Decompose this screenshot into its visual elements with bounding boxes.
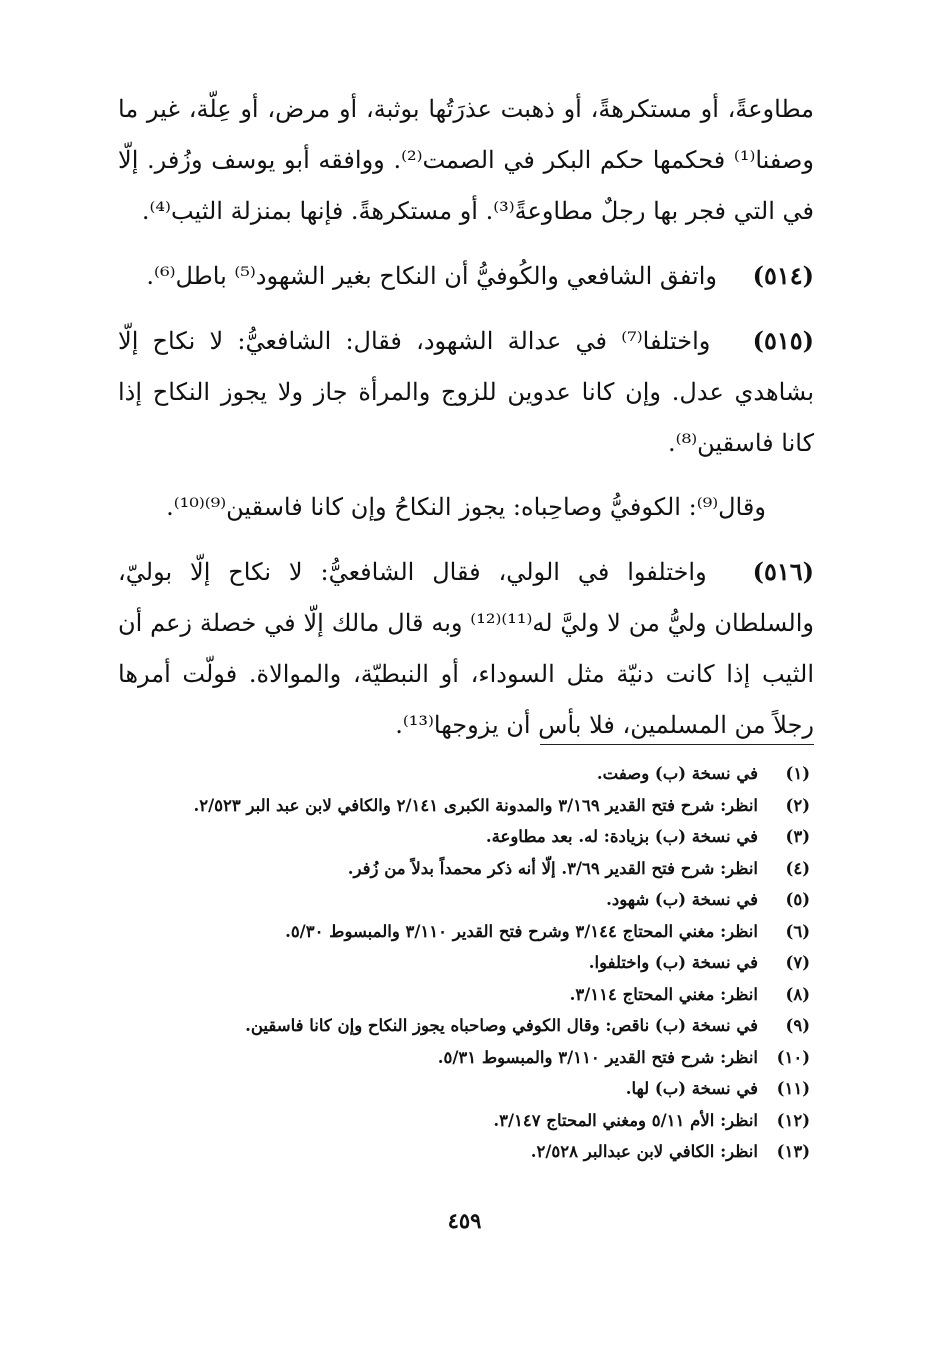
paragraph-514 — [118, 250, 814, 302]
footnote-text: انظر: مغني المحتاج ٣/١٤٤ وشرح فتح القدير ٣/١١٠ والمبسوط ٥/٣٠. — [285, 921, 758, 941]
paragraph-kufi-opinion: وقال⁽⁹⁾: الكوفيُّ وصاحِباه: يجوز النكاحُ وإن كانا فاسقين⁽⁹⁾⁽¹⁰⁾. — [166, 493, 766, 521]
footnote-number: (١٣) — [776, 1142, 810, 1161]
footnote-text: انظر: شرح فتح القدير ٣/١٦٩ والمدونة الكبرى ٢/١٤١ والكافي لابن عبد البر ٢/٥٢٣. — [193, 795, 758, 815]
paragraph-text-516: واختلفوا في الولي، فقال الشافعيُّ: لا نكاح إلّا بوليّ، والسلطان وليُّ من لا وليَّ له⁽¹¹⁾⁽¹²⁾ وبه قال مالك إلّا في خصلة زعم أن الثيب إذا كانت دنيّة مثل السوداء، أو النبطيّة، والموالاة. فولّت أمرها رجلاً من المسلمين، فلا بأس أن يزوجها⁽¹³⁾. — [118, 558, 815, 739]
footnote-number: (٩) — [785, 1016, 810, 1035]
footnote-item — [118, 884, 810, 916]
footnote-text: في نسخة (ب) شهود. — [606, 890, 758, 909]
footnote-text: انظر: شرح فتح القدير ٣/١١٠ والمبسوط ٥/٣١. — [437, 1047, 758, 1067]
footnote-text: انظر: مغني المحتاج ٣/١١٤. — [569, 984, 758, 1004]
footnote-item — [118, 916, 810, 948]
footnote-item — [118, 758, 810, 790]
footnote-item — [118, 1010, 810, 1042]
footnote-text: انظر: الأم ٥/١١ ومغني المحتاج ٣/١٤٧. — [493, 1110, 758, 1130]
paragraph-number-516: (٥١٦) — [752, 557, 814, 586]
footnote-item — [118, 853, 810, 885]
footnote-text: في نسخة (ب) ناقص: وقال الكوفي وصاحباه يجوز النكاح وإن كانا فاسقين. — [245, 1016, 758, 1035]
footnote-text: في نسخة (ب) وصفت. — [596, 764, 758, 783]
footnote-number: (٨) — [785, 984, 810, 1004]
footnote-text: انظر: شرح فتح القدير ٣/٦٩. إلّا أنه ذكر محمداً بدلاً من زُفر. — [347, 858, 758, 878]
main-text — [118, 84, 814, 764]
footnote-item — [118, 821, 810, 853]
footnote-item — [118, 979, 810, 1011]
paragraph-515 — [118, 315, 814, 469]
footnote-divider — [540, 744, 814, 745]
paragraph-number-515: (٥١٥) — [752, 326, 814, 355]
footnote-item — [118, 1105, 810, 1137]
footnote-number: (١) — [785, 764, 810, 783]
paragraph-number-514: (٥١٤) — [752, 261, 814, 290]
paragraph-continuation: مطاوعةً، أو مستكرهةً، أو ذهبت عذرَتُها بوثبة، أو مرض، أو عِلّة، غير ما وصفنا⁽¹⁾ فحكمها حكم البكر في الصمت⁽²⁾. ووافقه أبو يوسف وزُفر. إلّا في التي فجر بها رجلٌ مطاوعةً⁽³⁾. أو مستكرهةً. فإنها بمنزلة الثيب⁽⁴⁾. — [118, 95, 814, 225]
footnote-item — [118, 790, 810, 822]
paragraph-text-514: واتفق الشافعي والكُوفيُّ أن النكاح بغير الشهود⁽⁵⁾ باطل⁽⁶⁾. — [146, 262, 717, 290]
footnote-number: (٣) — [785, 827, 810, 846]
footnote-number: (١٢) — [776, 1110, 810, 1130]
footnote-number: (٢) — [785, 795, 810, 815]
footnote-item — [118, 1042, 810, 1074]
paragraph-text-515: واختلفا⁽⁷⁾ في عدالة الشهود، فقال: الشافعيُّ: لا نكاح إلّا بشاهدي عدل. وإن كانا عدوين للزوج والمرأة جاز ولا يجوز النكاح إذا كانا فاسقين⁽⁸⁾. — [118, 327, 815, 457]
footnote-item — [118, 1136, 810, 1168]
page-number: ٤٥٩ — [447, 1208, 482, 1233]
footnote-text: في نسخة (ب) لها. — [625, 1079, 758, 1098]
footnote-number: (٦) — [785, 921, 810, 941]
footnotes-list — [118, 758, 810, 1168]
footnote-number: (٧) — [785, 953, 810, 972]
paragraph-516 — [118, 546, 814, 751]
footnote-item — [118, 947, 810, 979]
footnote-number: (١١) — [776, 1079, 810, 1098]
footnote-number: (٤) — [785, 858, 810, 878]
footnote-item — [118, 1073, 810, 1105]
footnote-text: في نسخة (ب) واختلفوا. — [588, 953, 758, 972]
footnote-text: انظر: الكافي لابن عبدالبر ٢/٥٢٨. — [530, 1142, 758, 1161]
footnote-text: في نسخة (ب) بزيادة: له. بعد مطاوعة. — [485, 827, 758, 846]
footnote-number: (١٠) — [776, 1047, 810, 1067]
footnote-number: (٥) — [785, 890, 810, 909]
